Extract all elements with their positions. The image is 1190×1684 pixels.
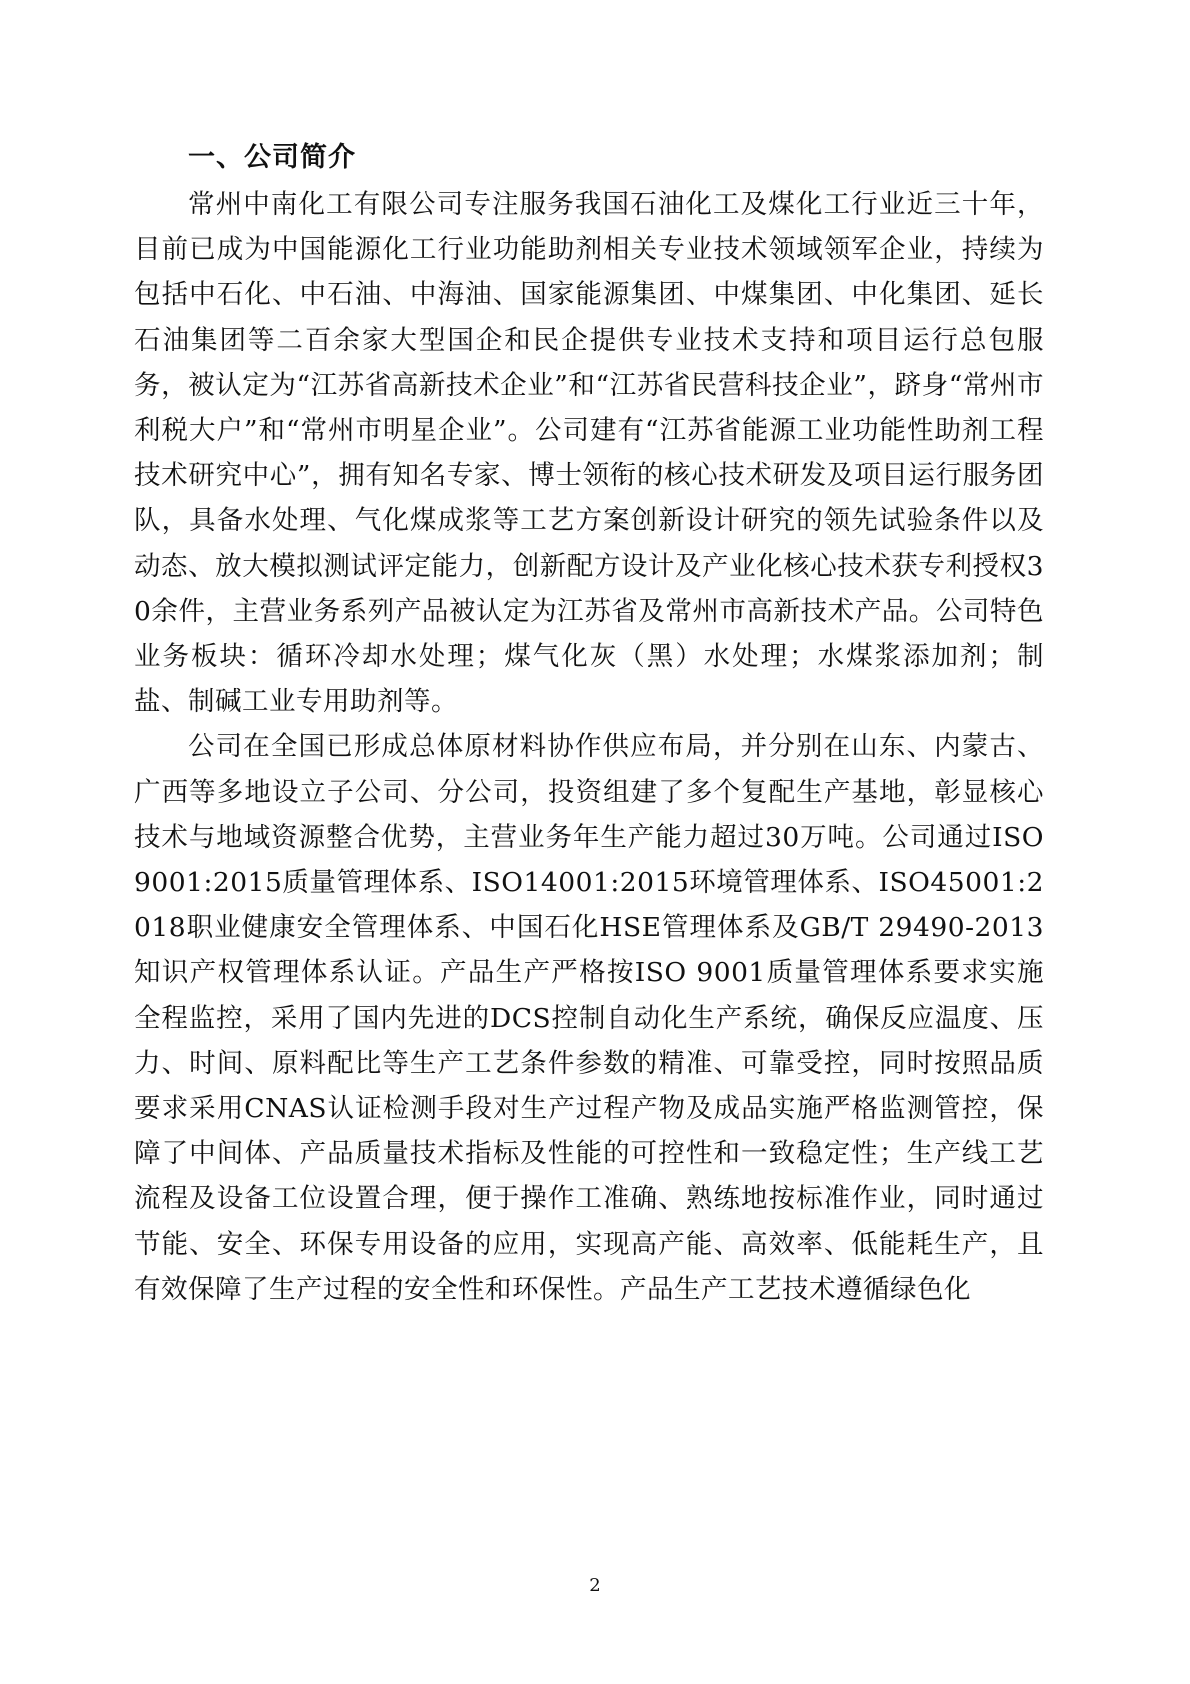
body-text (134, 182, 1044, 1312)
page-number: 2 (589, 1575, 601, 1596)
paragraph-production-capacity: 公司在全国已形成总体原材料协作供应布局，并分别在山东、内蒙古、广西等多地设立子公司、分公司，投资组建了多个复配生产基地，彰显核心技术与地域资源整合优势，主营业务年生产能力超过30万吨。公司通过ISO9001:2015质量管理体系、ISO14001:2015环境管理体系、ISO45001:2018职业健康安全管理体系、中国石化HSE管理体系及GB/T 29490-2013知识产权管理体系认证。产品生产严格按ISO 9001质量管理体系要求实施全程监控，采用了国内先进的DCS控制自动化生产系统，确保反应温度、压力、时间、原料配比等生产工艺条件参数的精准、可靠受控，同时按照品质要求采用CNAS认证检测手段对生产过程产物及成品实施严格监测管控，保障了中间体、产品质量技术指标及性能的可控性和一致稳定性；生产线工艺流程及设备工位设置合理，便于操作工准确、熟练地按标准作业，同时通过节能、安全、环保专用设备的应用，实现高产能、高效率、低能耗生产，且有效保障了生产过程的安全性和环保性。产品生产工艺技术遵循绿色化 (134, 731, 1044, 1305)
section-heading: 一、公司简介 (188, 142, 356, 173)
paragraph-company-overview: 常州中南化工有限公司专注服务我国石油化工及煤化工行业近三十年，目前已成为中国能源化工行业功能助剂相关专业技术领域领军企业，持续为包括中石化、中石油、中海油、国家能源集团、中煤集团、中化集团、延长石油集团等二百余家大型国企和民企提供专业技术支持和项目运行总包服务，被认定为“江苏省高新技术企业”和“江苏省民营科技企业”，跻身“常州市利税大户”和“常州市明星企业”。公司建有“江苏省能源工业功能性助剂工程技术研究中心”，拥有知名专家、博士领衔的核心技术研发及项目运行服务团队，具备水处理、气化煤成浆等工艺方案创新设计研究的领先试验条件以及动态、放大模拟测试评定能力，创新配方设计及产业化核心技术获专利授权30余件，主营业务系列产品被认定为江苏省及常州市高新技术产品。公司特色业务板块：循环冷却水处理；煤气化灰（黑）水处理；水煤浆添加剂；制盐、制碱工业专用助剂等。 (134, 189, 1044, 718)
